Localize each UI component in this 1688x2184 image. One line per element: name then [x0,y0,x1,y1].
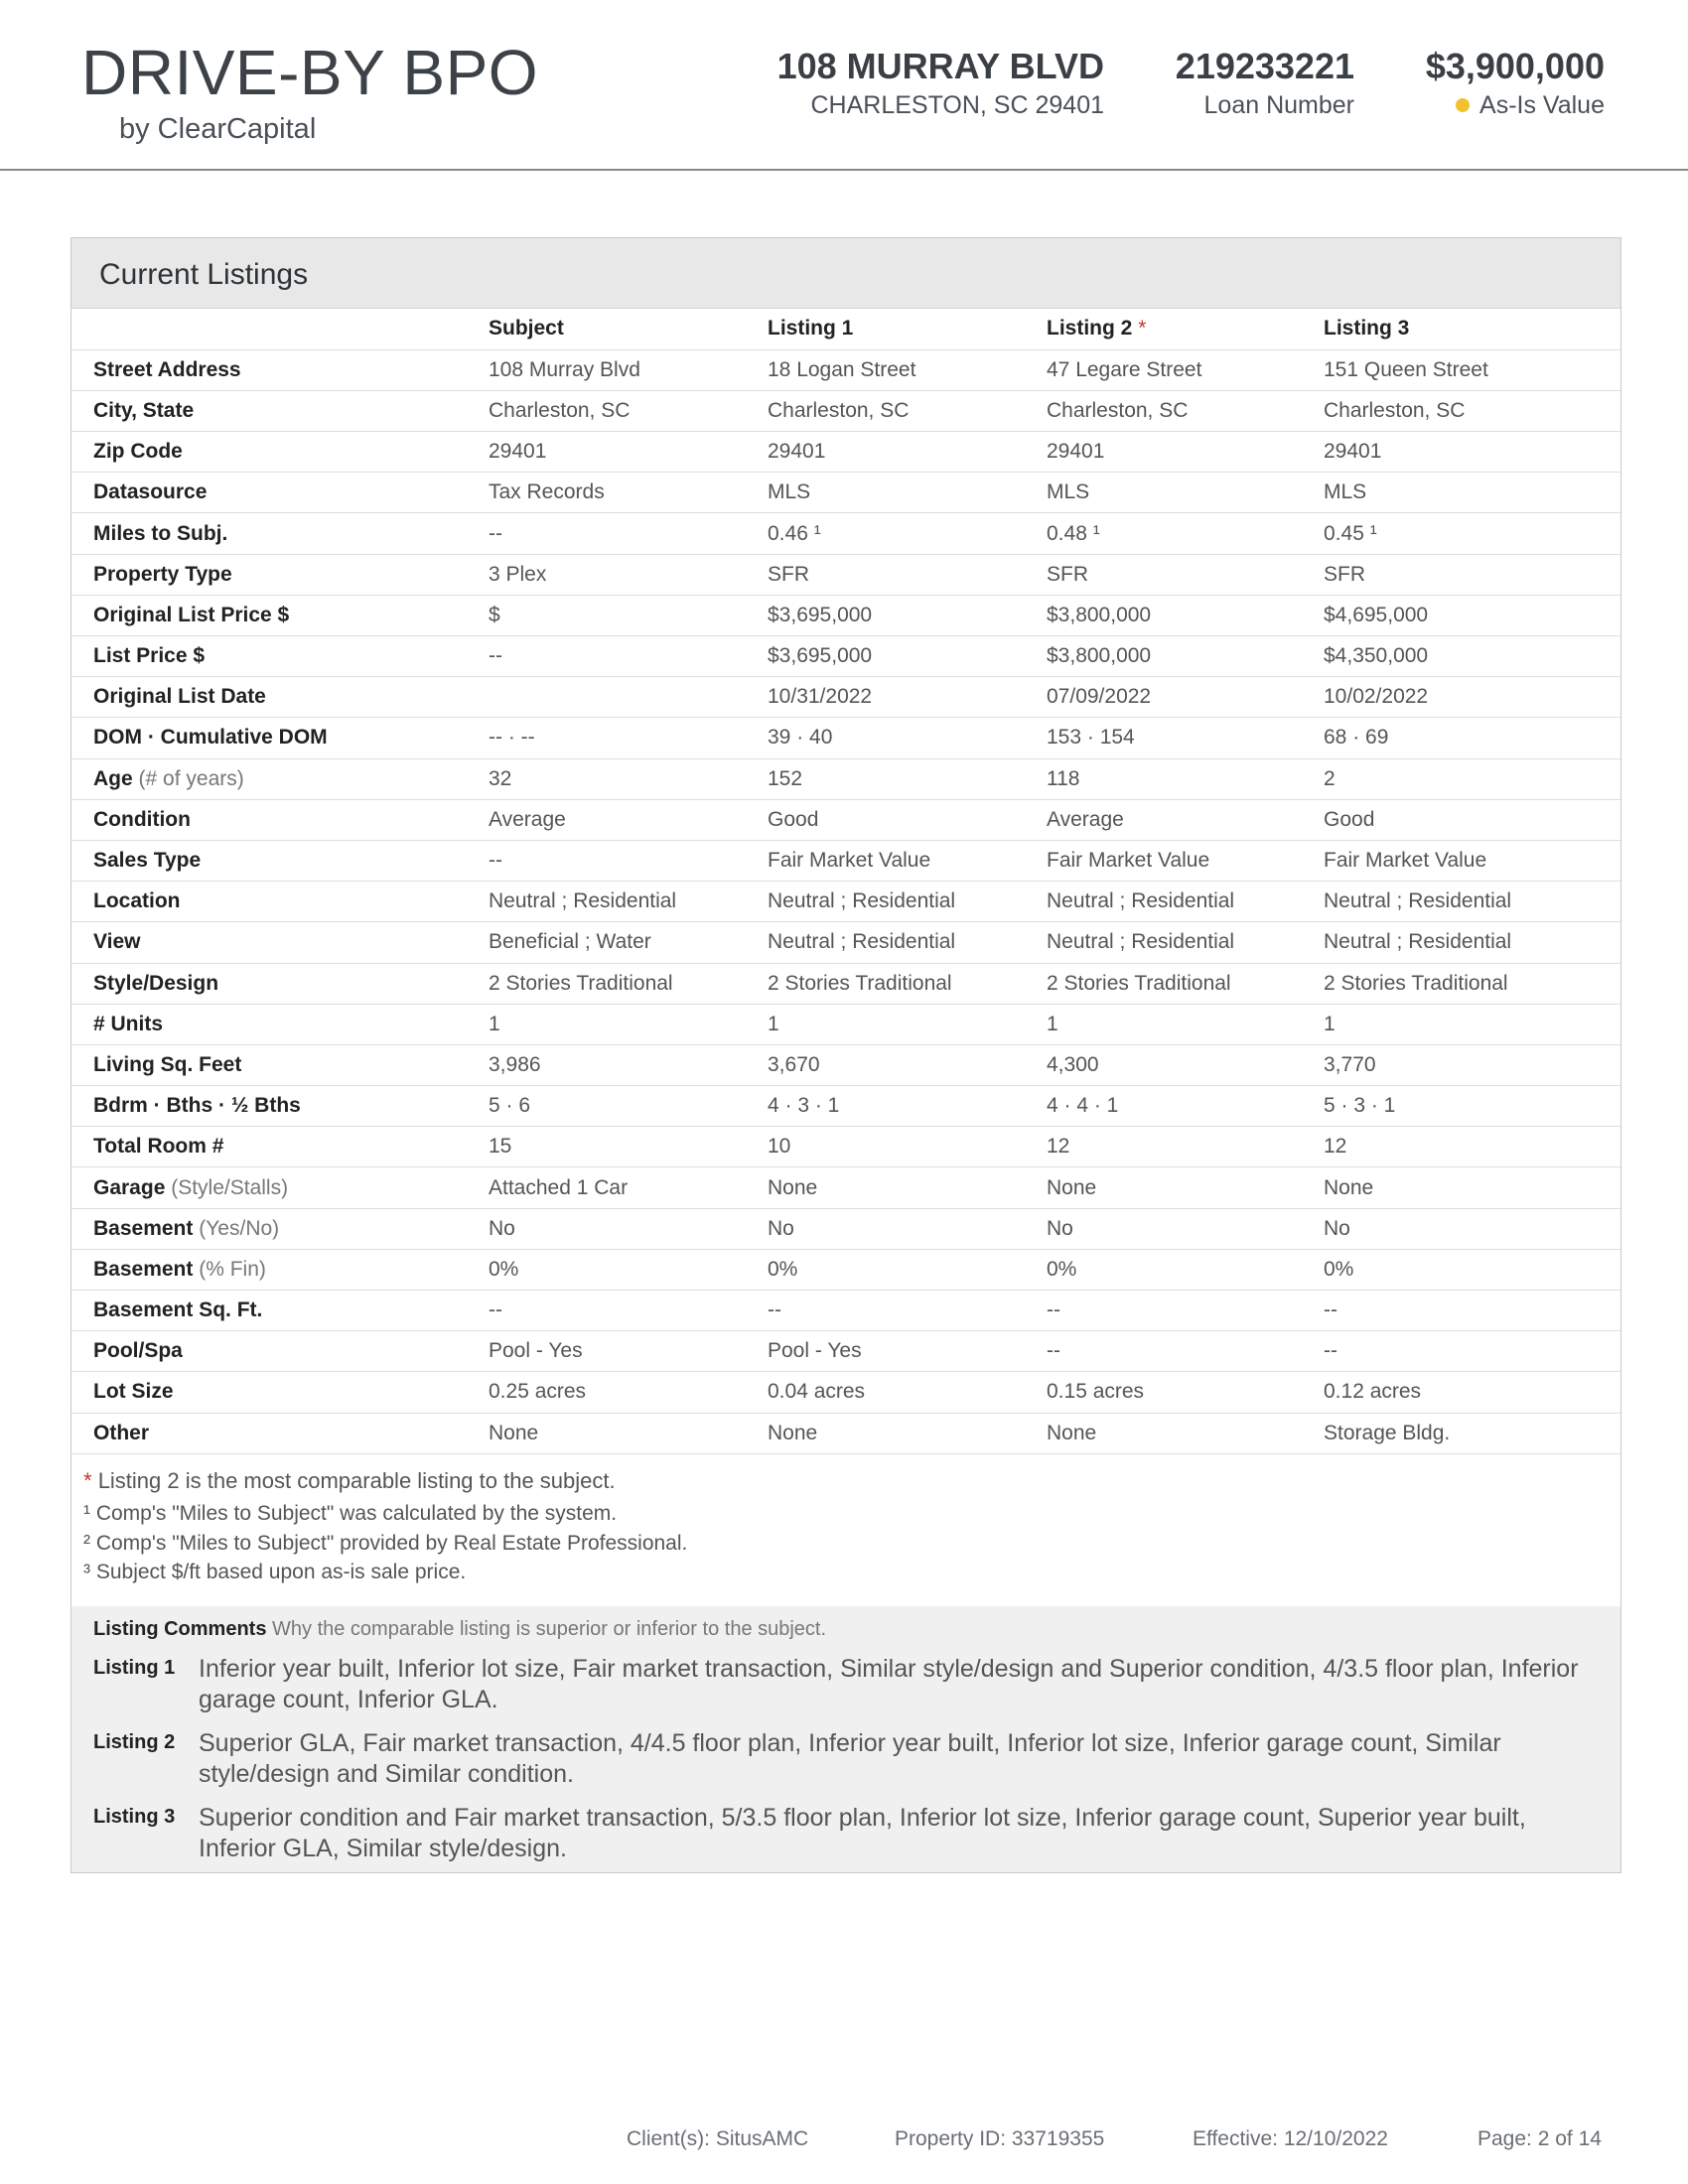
row-label [71,349,489,390]
listing-comments [71,1606,1620,1872]
cell-subject: 108 Murray Blvd [489,349,768,390]
table-row [71,1004,1620,1044]
table-row [71,1331,1620,1372]
table-row [71,1044,1620,1085]
row-label-text: Bdrm · Bths · ½ Bths [93,1094,301,1118]
footnotes [71,1454,1620,1587]
cell-listing-2: Neutral ; Residential [1047,882,1324,922]
cell-listing-3: Good [1324,799,1620,840]
cell-listing-1: 2 Stories Traditional [768,963,1047,1004]
cell-subject: Charleston, SC [489,390,768,431]
cell-subject [489,677,768,718]
cell-subject: -- [489,636,768,677]
row-label [71,390,489,431]
cell-subject: Pool - Yes [489,1331,768,1372]
cell-listing-1: Neutral ; Residential [768,922,1047,963]
report-title: DRIVE-BY BPO [81,37,539,108]
table-row [71,595,1620,635]
loan-label: Loan Number [1203,91,1354,119]
address-line1: 108 MURRAY BLVD [776,46,1104,86]
footnote-1: ¹ Comp's "Miles to Subject" was calculated by the system. [83,1502,618,1526]
cell-listing-1: 39 · 40 [768,718,1047,758]
cell-subject: No [489,1208,768,1249]
row-label-text: Original List Date [93,685,266,709]
table-row [71,1086,1620,1127]
cell-listing-2: 118 [1047,758,1324,799]
row-label [71,882,489,922]
comment-text: Inferior year built, Inferior lot size, Fair market transaction, Similar style/design and Superior condition, 4/3.5 floor plan, Inferior garage count, Inferior GLA. [199,1655,1579,1713]
cell-subject: Attached 1 Car [489,1167,768,1208]
cell-listing-2: 4,300 [1047,1044,1324,1085]
row-label-text: Style/Design [93,971,219,995]
cell-listing-2: No [1047,1208,1324,1249]
property-address [777,46,1104,120]
cell-listing-1: 29401 [768,432,1047,473]
cell-subject: -- [489,840,768,881]
cell-listing-3: $4,695,000 [1324,595,1620,635]
row-label [71,799,489,840]
table-row [71,1167,1620,1208]
star-marker: * [1138,317,1147,341]
row-label [71,1044,489,1085]
row-label [71,1291,489,1331]
table-row [71,758,1620,799]
row-label [71,1127,489,1167]
table-row [71,636,1620,677]
row-label [71,922,489,963]
row-label-hint: (Yes/No) [199,1216,280,1240]
cell-listing-1: 1 [768,1004,1047,1044]
cell-subject: $ [489,595,768,635]
cell-listing-3: Storage Bldg. [1324,1413,1620,1453]
cell-listing-3: 151 Queen Street [1324,349,1620,390]
row-label [71,432,489,473]
comment-listing-1 [93,1654,1599,1715]
col-header-subject: Subject [489,309,768,349]
row-label-text: List Price $ [93,644,206,668]
cell-listing-2: 4 · 4 · 1 [1047,1086,1324,1127]
listings-table [71,309,1620,1454]
row-label [71,718,489,758]
row-label-text: Lot Size [93,1380,174,1404]
table-row [71,718,1620,758]
cell-listing-2: Average [1047,799,1324,840]
cell-subject: 3 Plex [489,554,768,595]
table-row [71,1249,1620,1290]
cell-listing-2: Charleston, SC [1047,390,1324,431]
cell-listing-3: SFR [1324,554,1620,595]
cell-listing-1: 18 Logan Street [768,349,1047,390]
cell-subject: Average [489,799,768,840]
table-row [71,799,1620,840]
cell-subject: None [489,1413,768,1453]
comment-label: Listing 3 [93,1806,176,1828]
cell-listing-2: 12 [1047,1127,1324,1167]
comment-text: Superior condition and Fair market transaction, 5/3.5 floor plan, Inferior lot size, Inferior garage count, Superior year built, Inferior GLA, Similar style/design. [199,1804,1526,1862]
listing-2-label: Listing 2 [1047,317,1133,341]
cell-listing-2: 1 [1047,1004,1324,1044]
cell-listing-1: 0.04 acres [768,1372,1047,1413]
table-row [71,554,1620,595]
cell-listing-2: 47 Legare Street [1047,349,1324,390]
cell-subject: 29401 [489,432,768,473]
row-label [71,554,489,595]
cell-subject: 0.25 acres [489,1372,768,1413]
comment-label: Listing 1 [93,1657,176,1679]
cell-listing-3: -- [1324,1291,1620,1331]
row-label [71,1249,489,1290]
row-label-text: Total Room # [93,1135,224,1159]
cell-listing-1: -- [768,1291,1047,1331]
cell-listing-3: Neutral ; Residential [1324,882,1620,922]
row-label-text: # Units [93,1012,164,1035]
cell-listing-3: 29401 [1324,432,1620,473]
comments-title: Listing Comments [93,1618,267,1640]
star-note-marker: * [83,1467,92,1493]
cell-listing-2: -- [1047,1291,1324,1331]
row-label-text: Original List Price $ [93,603,290,626]
table-row [71,473,1620,513]
row-label-text: Basement [93,1257,194,1281]
row-label-text: Property Type [93,562,232,586]
cell-listing-3: Neutral ; Residential [1324,922,1620,963]
table-row [71,1413,1620,1453]
comment-text: Superior GLA, Fair market transaction, 4/4.5 floor plan, Inferior year built, Inferior lot size, Inferior garage count, Similar style/design and Similar condition. [199,1729,1501,1788]
row-label-text: Basement Sq. Ft. [93,1298,263,1322]
cell-listing-1: 10 [768,1127,1047,1167]
cell-listing-2: None [1047,1167,1324,1208]
row-label [71,473,489,513]
cell-subject: 3,986 [489,1044,768,1085]
loan-info [1176,46,1354,120]
row-label-text: Living Sq. Feet [93,1052,242,1076]
row-label [71,513,489,554]
table-row [71,432,1620,473]
row-label [71,1372,489,1413]
cell-subject: -- · -- [489,718,768,758]
cell-listing-3: None [1324,1167,1620,1208]
table-body [71,349,1620,1453]
value-label-wrap [1426,91,1605,120]
row-label-text: Other [93,1421,150,1444]
cell-subject: Tax Records [489,473,768,513]
section-title: Current Listings [71,238,1620,309]
cell-listing-1: None [768,1413,1047,1453]
row-label-text: Basement [93,1216,194,1240]
table-row [71,677,1620,718]
col-header-label [71,309,489,349]
row-label [71,758,489,799]
row-label-hint: (# of years) [138,766,244,790]
cell-listing-3: 0% [1324,1249,1620,1290]
row-label-text: Age [93,766,133,790]
row-label-text: Miles to Subj. [93,521,228,545]
col-header-listing-3: Listing 3 [1324,309,1620,349]
cell-listing-2: Fair Market Value [1047,840,1324,881]
cell-subject: 2 Stories Traditional [489,963,768,1004]
footer-property-id: Property ID: 33719355 [895,2127,1105,2150]
cell-listing-2: 0.48 ¹ [1047,513,1324,554]
cell-subject: 0% [489,1249,768,1290]
footer-effective-date: Effective: 12/10/2022 [1193,2127,1388,2150]
cell-listing-1: $3,695,000 [768,636,1047,677]
cell-listing-1: Fair Market Value [768,840,1047,881]
row-label-hint: (Style/Stalls) [171,1175,289,1199]
cell-listing-3: 2 [1324,758,1620,799]
cell-listing-1: Charleston, SC [768,390,1047,431]
row-label-text: Condition [93,807,191,831]
cell-subject: 32 [489,758,768,799]
cell-listing-3: 5 · 3 · 1 [1324,1086,1620,1127]
cell-listing-2: Neutral ; Residential [1047,922,1324,963]
value-label: As-Is Value [1479,91,1605,119]
row-label-text: Pool/Spa [93,1339,183,1363]
row-label [71,595,489,635]
cell-listing-1: Pool - Yes [768,1331,1047,1372]
cell-subject: -- [489,1291,768,1331]
cell-listing-3: Fair Market Value [1324,840,1620,881]
cell-listing-3: 3,770 [1324,1044,1620,1085]
star-note [83,1466,1620,1496]
cell-listing-3: Charleston, SC [1324,390,1620,431]
table-row [71,513,1620,554]
status-dot-icon [1456,98,1470,112]
row-label-text: Location [93,889,181,913]
cell-listing-1: 10/31/2022 [768,677,1047,718]
row-label [71,677,489,718]
table-row [71,349,1620,390]
cell-listing-3: -- [1324,1331,1620,1372]
row-label [71,1413,489,1453]
cell-listing-3: $4,350,000 [1324,636,1620,677]
comment-label: Listing 2 [93,1731,176,1753]
as-is-value [1426,46,1605,120]
cell-listing-3: 1 [1324,1004,1620,1044]
comments-subtitle: Why the comparable listing is superior or inferior to the subject. [272,1618,827,1640]
footnote-2: ² Comp's "Miles to Subject" provided by Real Estate Professional. [83,1531,688,1555]
cell-listing-3: 68 · 69 [1324,718,1620,758]
cell-subject: Beneficial ; Water [489,922,768,963]
report-subtitle: by ClearCapital [119,113,317,145]
cell-listing-2: 153 · 154 [1047,718,1324,758]
footer-client: Client(s): SitusAMC [627,2127,809,2150]
cell-listing-2: $3,800,000 [1047,595,1324,635]
table-row [71,1127,1620,1167]
table-header-row [71,309,1620,349]
cell-listing-1: MLS [768,473,1047,513]
row-label-text: DOM · Cumulative DOM [93,726,328,750]
col-header-listing-1: Listing 1 [768,309,1047,349]
table-row [71,390,1620,431]
col-header-listing-2 [1047,309,1324,349]
cell-listing-1: SFR [768,554,1047,595]
cell-subject: 5 · 6 [489,1086,768,1127]
row-label [71,1208,489,1249]
cell-listing-2: 07/09/2022 [1047,677,1324,718]
cell-listing-2: None [1047,1413,1324,1453]
cell-listing-1: 4 · 3 · 1 [768,1086,1047,1127]
cell-listing-1: No [768,1208,1047,1249]
cell-subject: Neutral ; Residential [489,882,768,922]
cell-listing-1: Good [768,799,1047,840]
row-label-text: City, State [93,398,195,422]
table-row [71,922,1620,963]
row-label-text: Garage [93,1175,166,1199]
address-line2: CHARLESTON, SC 29401 [810,91,1104,119]
row-label-text: Sales Type [93,849,202,873]
cell-subject: -- [489,513,768,554]
loan-number: 219233221 [1175,46,1354,86]
footer-page-number: Page: 2 of 14 [1477,2127,1602,2150]
cell-listing-1: None [768,1167,1047,1208]
cell-subject: 1 [489,1004,768,1044]
cell-listing-3: 0.45 ¹ [1324,513,1620,554]
star-note-text: Listing 2 is the most comparable listing to the subject. [97,1467,616,1493]
row-label [71,636,489,677]
cell-listing-1: $3,695,000 [768,595,1047,635]
footnote-3: ³ Subject $/ft based upon as-is sale price. [83,1561,467,1584]
table-row [71,882,1620,922]
table-row [71,840,1620,881]
row-label-text: Zip Code [93,440,183,464]
table-row [71,963,1620,1004]
table-row [71,1291,1620,1331]
cell-listing-2: 0% [1047,1249,1324,1290]
table-row [71,1208,1620,1249]
cell-listing-3: 12 [1324,1127,1620,1167]
cell-listing-2: -- [1047,1331,1324,1372]
cell-listing-3: 0.12 acres [1324,1372,1620,1413]
cell-listing-1: Neutral ; Residential [768,882,1047,922]
row-label-hint: (% Fin) [199,1257,266,1281]
cell-listing-3: 2 Stories Traditional [1324,963,1620,1004]
row-label [71,1004,489,1044]
cell-listing-3: 10/02/2022 [1324,677,1620,718]
cell-listing-1: 0% [768,1249,1047,1290]
comment-listing-2 [93,1728,1599,1790]
cell-listing-1: 0.46 ¹ [768,513,1047,554]
cell-listing-3: MLS [1324,473,1620,513]
cell-listing-2: $3,800,000 [1047,636,1324,677]
cell-listing-2: 29401 [1047,432,1324,473]
page-header [0,0,1688,171]
comment-listing-3 [93,1803,1599,1864]
row-label [71,1167,489,1208]
row-label-text: Datasource [93,480,208,504]
row-label [71,1086,489,1127]
row-label-text: Street Address [93,357,241,381]
cell-subject: 15 [489,1127,768,1167]
cell-listing-1: 3,670 [768,1044,1047,1085]
cell-listing-2: MLS [1047,473,1324,513]
row-label-text: View [93,930,141,954]
table-row [71,1372,1620,1413]
cell-listing-2: 2 Stories Traditional [1047,963,1324,1004]
comments-heading [93,1618,1599,1641]
cell-listing-3: No [1324,1208,1620,1249]
value-amount: $3,900,000 [1425,46,1605,86]
cell-listing-2: 0.15 acres [1047,1372,1324,1413]
cell-listing-2: SFR [1047,554,1324,595]
row-label [71,1331,489,1372]
cell-listing-1: 152 [768,758,1047,799]
current-listings-section [70,237,1621,1873]
row-label [71,963,489,1004]
row-label [71,840,489,881]
